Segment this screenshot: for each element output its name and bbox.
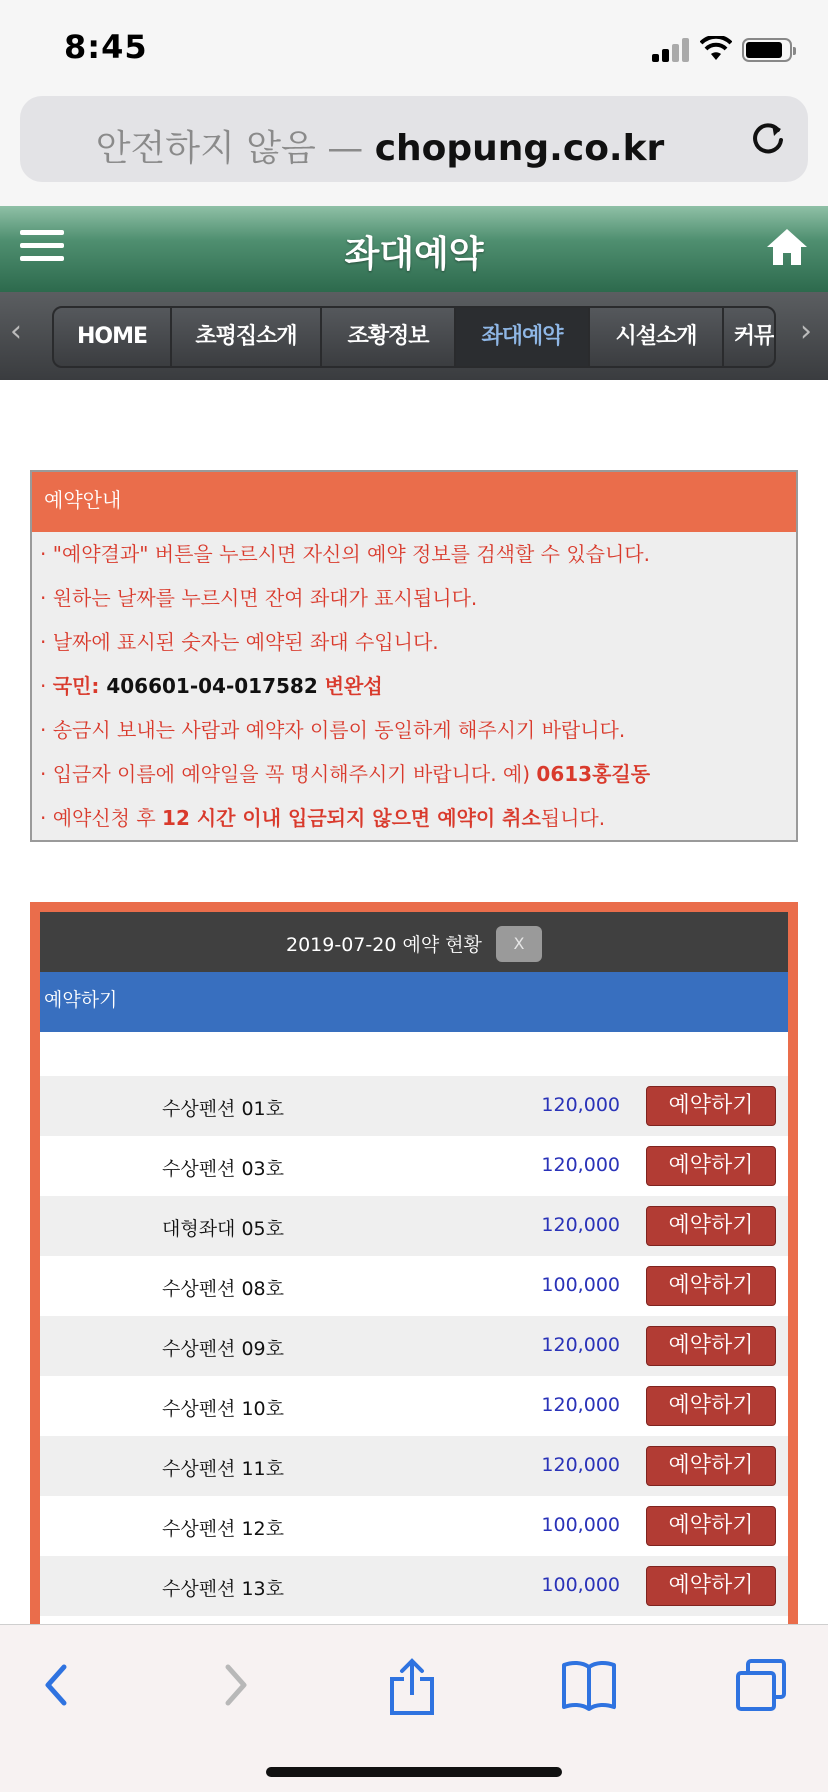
forward-icon[interactable] xyxy=(216,1657,256,1713)
room-price: 120,000 xyxy=(541,1394,620,1416)
nav-right-arrow[interactable]: › xyxy=(800,314,812,349)
reservation-title-bar xyxy=(40,912,788,972)
book-button[interactable]: 예약하기 xyxy=(646,1386,776,1426)
browser-toolbar xyxy=(0,1624,828,1792)
notice-line: · 송금시 보내는 사람과 예약자 이름이 동일하게 해주시기 바랍니다. xyxy=(40,718,626,742)
page-title: 좌대예약 xyxy=(344,234,484,275)
room-price: 100,000 xyxy=(541,1574,620,1596)
room-name: 수상펜션 09호 xyxy=(162,1338,284,1360)
site-header xyxy=(0,206,828,292)
account-holder: 변완섭 xyxy=(324,674,383,698)
home-icon[interactable] xyxy=(764,226,810,268)
main-nav xyxy=(0,292,828,380)
reservation-notice xyxy=(30,470,798,842)
nav-item-community[interactable]: 커뮤 xyxy=(733,324,775,349)
cancel-warning: 12 시간 이내 입금되지 않으면 예약이 취소 xyxy=(162,806,541,830)
nav-left-arrow[interactable]: ‹ xyxy=(10,314,22,349)
wifi-icon xyxy=(700,36,732,62)
security-warning: 안전하지 않음 — xyxy=(95,128,364,169)
reservation-date-title: 2019-07-20 예약 현황 xyxy=(286,934,482,956)
nav-item-reservation[interactable]: 좌대예약 xyxy=(456,308,590,368)
notice-line: · 원하는 날짜를 누르시면 잔여 좌대가 표시됩니다. xyxy=(40,586,478,610)
status-bar xyxy=(0,0,828,96)
example-name: 0613홍길동 xyxy=(536,762,651,786)
room-row xyxy=(40,1076,788,1136)
room-price: 120,000 xyxy=(541,1454,620,1476)
nav-item-home[interactable]: HOME xyxy=(54,308,172,368)
room-price: 120,000 xyxy=(541,1214,620,1236)
close-button[interactable]: X xyxy=(496,926,542,962)
url-text[interactable] xyxy=(20,120,740,171)
nav-item-about[interactable]: 초평집소개 xyxy=(172,308,322,368)
room-price: 100,000 xyxy=(541,1274,620,1296)
room-row xyxy=(40,1436,788,1496)
nav-track xyxy=(52,306,776,368)
address-bar[interactable] xyxy=(20,96,808,182)
notice-line: · 날짜에 표시된 숫자는 예약된 좌대 수입니다. xyxy=(40,630,439,654)
room-name: 수상펜션 08호 xyxy=(162,1278,284,1300)
room-row xyxy=(40,1196,788,1256)
bank-account-line xyxy=(32,664,796,708)
notice-text: · 예약신청 후 xyxy=(40,806,163,830)
reload-icon[interactable] xyxy=(748,118,788,158)
back-icon[interactable] xyxy=(36,1657,76,1713)
notice-line xyxy=(32,796,796,840)
browser-chrome xyxy=(0,96,828,206)
room-row xyxy=(40,1496,788,1556)
notice-line: · "예약결과" 버튼을 누르시면 자신의 예약 정보를 검색할 수 있습니다. xyxy=(40,542,650,566)
room-name: 수상펜션 13호 xyxy=(162,1578,284,1600)
home-indicator xyxy=(266,1767,562,1777)
room-row xyxy=(40,1376,788,1436)
room-name: 수상펜션 11호 xyxy=(162,1458,284,1480)
signal-icon xyxy=(652,38,690,62)
room-price: 120,000 xyxy=(541,1094,620,1116)
bookmarks-icon[interactable] xyxy=(560,1657,618,1713)
book-button[interactable]: 예약하기 xyxy=(646,1566,776,1606)
battery-icon xyxy=(742,38,792,62)
room-row xyxy=(40,1136,788,1196)
room-price: 120,000 xyxy=(541,1154,620,1176)
status-time: 8:45 xyxy=(64,28,148,66)
notice-line xyxy=(32,752,796,796)
book-button[interactable]: 예약하기 xyxy=(646,1086,776,1126)
book-button[interactable]: 예약하기 xyxy=(646,1326,776,1366)
room-name: 대형좌대 05호 xyxy=(162,1218,284,1240)
room-name: 수상펜션 12호 xyxy=(162,1518,284,1540)
notice-text: · 입금자 이름에 예약일을 꼭 명시해주시기 바랍니다. 예) xyxy=(40,762,537,786)
room-row xyxy=(40,1256,788,1316)
reservation-subheader: 예약하기 xyxy=(40,972,788,1032)
book-button[interactable]: 예약하기 xyxy=(646,1206,776,1246)
notice-text: 됩니다. xyxy=(540,806,606,830)
room-name: 수상펜션 01호 xyxy=(162,1098,284,1120)
book-button[interactable]: 예약하기 xyxy=(646,1146,776,1186)
book-button[interactable]: 예약하기 xyxy=(646,1506,776,1546)
room-list xyxy=(40,1076,788,1616)
account-number: 406601-04-017582 xyxy=(99,674,325,698)
share-icon[interactable] xyxy=(386,1657,438,1717)
room-price: 100,000 xyxy=(541,1514,620,1536)
book-button[interactable]: 예약하기 xyxy=(646,1266,776,1306)
bullet: · xyxy=(40,674,53,698)
nav-item-facilities[interactable]: 시설소개 xyxy=(590,308,724,368)
room-price: 120,000 xyxy=(541,1334,620,1356)
room-name: 수상펜션 10호 xyxy=(162,1398,284,1420)
nav-item-fishing-report[interactable]: 조황정보 xyxy=(322,308,456,368)
bank-name: 국민: xyxy=(52,674,100,698)
room-row xyxy=(40,1556,788,1616)
room-row xyxy=(40,1316,788,1376)
url-domain: chopung.co.kr xyxy=(374,128,665,169)
tabs-icon[interactable] xyxy=(734,1657,788,1713)
room-name: 수상펜션 03호 xyxy=(162,1158,284,1180)
notice-heading: 예약안내 xyxy=(32,472,796,532)
book-button[interactable]: 예약하기 xyxy=(646,1446,776,1486)
